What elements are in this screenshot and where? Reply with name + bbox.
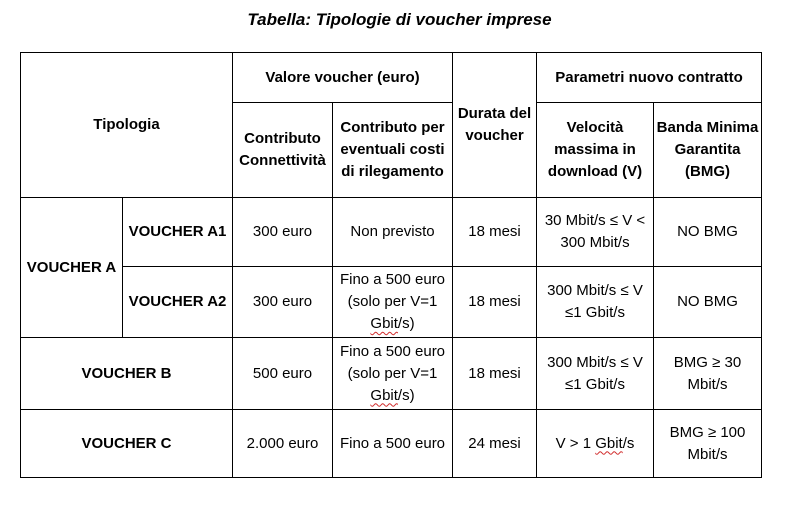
table-row: [21, 338, 762, 410]
header-banda: Banda Minima Garantita (BMG): [654, 103, 762, 198]
table-row: [21, 267, 762, 338]
header-durata: Durata del voucher: [453, 53, 537, 198]
row-velocita: 300 Mbit/s ≤ V ≤1 Gbit/s: [537, 267, 654, 338]
row-contributo: 300 euro: [233, 267, 333, 338]
header-contributo-rilegamento: Contributo per eventuali costi di rilegamento: [333, 103, 453, 198]
row-durata: 18 mesi: [453, 198, 537, 267]
row-rilegamento: Non previsto: [333, 198, 453, 267]
row-contributo: 2.000 euro: [233, 410, 333, 478]
voucher-table: [20, 52, 762, 478]
row-durata: 18 mesi: [453, 267, 537, 338]
row-bmg: BMG ≥ 100 Mbit/s: [654, 410, 762, 478]
row-velocita: 30 Mbit/s ≤ V < 300 Mbit/s: [537, 198, 654, 267]
row-contributo: 300 euro: [233, 198, 333, 267]
row-rilegamento: Fino a 500 euro (solo per V=1 Gbit/s): [333, 267, 453, 338]
row-velocita: V > 1 Gbit/s: [537, 410, 654, 478]
row-durata: 18 mesi: [453, 338, 537, 410]
header-tipologia: Tipologia: [21, 53, 233, 198]
header-contributo-connettivita: Contributo Connettività: [233, 103, 333, 198]
table-row: [21, 198, 762, 267]
row-name: VOUCHER A2: [123, 267, 233, 338]
row-name: VOUCHER A1: [123, 198, 233, 267]
row-rilegamento: Fino a 500 euro (solo per V=1 Gbit/s): [333, 338, 453, 410]
row-rilegamento: Fino a 500 euro: [333, 410, 453, 478]
row-bmg: BMG ≥ 30 Mbit/s: [654, 338, 762, 410]
table-row: [21, 410, 762, 478]
row-contributo: 500 euro: [233, 338, 333, 410]
table-title: Tabella: Tipologie di voucher imprese: [247, 10, 552, 29]
header-valore-voucher: Valore voucher (euro): [233, 53, 453, 103]
row-durata: 24 mesi: [453, 410, 537, 478]
row-velocita: 300 Mbit/s ≤ V ≤1 Gbit/s: [537, 338, 654, 410]
header-velocita: Velocità massima in download (V): [537, 103, 654, 198]
row-bmg: NO BMG: [654, 198, 762, 267]
row-bmg: NO BMG: [654, 267, 762, 338]
row-name: VOUCHER C: [21, 410, 233, 478]
header-parametri: Parametri nuovo contratto: [537, 53, 762, 103]
group-voucher-a: VOUCHER A: [21, 198, 123, 338]
row-name: VOUCHER B: [21, 338, 233, 410]
